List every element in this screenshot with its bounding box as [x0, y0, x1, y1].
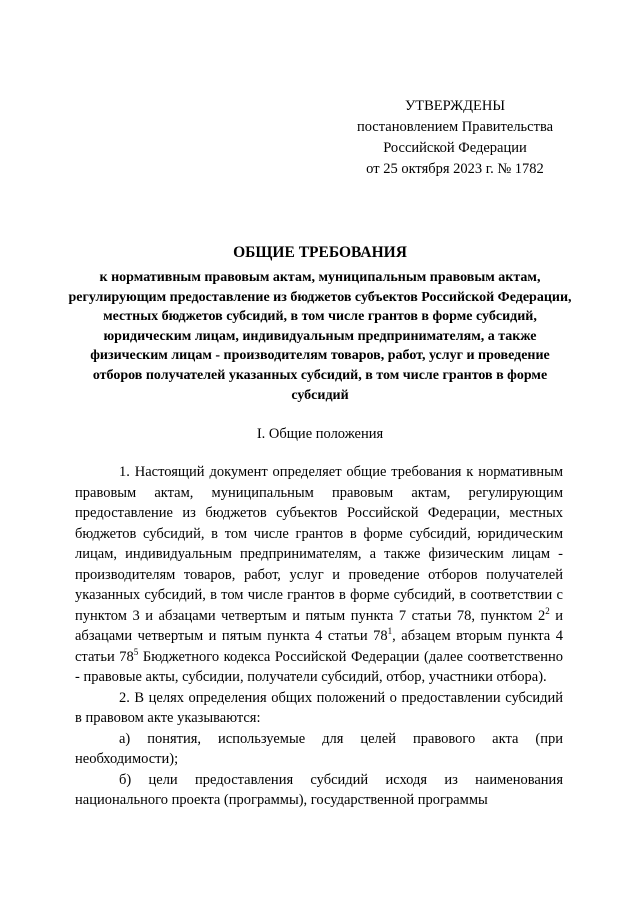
approval-line-3: от 25 октября 2023 г. № 1782 — [366, 161, 544, 177]
document-body — [75, 462, 563, 811]
superscript-2: 2 — [545, 605, 550, 616]
paragraph-1 — [75, 462, 563, 688]
paragraph-1-text-b: и абзацами четвертым и пятым пункта 4 статьи 78 — [75, 607, 564, 644]
superscript-1: 1 — [387, 626, 393, 637]
section-heading: I. Общие положения — [256, 426, 384, 442]
paragraph-2: 2. В целях определения общих положений о предоставлении субсидий в правовом акте указываются: — [75, 689, 563, 726]
paragraph-1-text-a: 1. Настоящий документ определяет общие требования к нормативным правовым актам, муниципальным правовым актам, регулирующим предоставление из бюджетов субъектов Российской Федерации, местных бюджетов субсидий, в том числе грантов в форме субсидий, юридическим лицам, индивидуальным предпринимателям, а также физическим лицам - производителям товаров, работ, услуг и проведение отборов получателей указанных субсидий, в том числе грантов в форме субсидий, в соответствии с пунктом 3 и абзацами четвертым и пятым пункта 7 статьи 78, пунктом 2 — [75, 464, 563, 624]
paragraph-2b: б) цели предоставления субсидий исходя из наименования национального проекта (программы), государственной программы — [75, 771, 563, 808]
document-title: ОБЩИЕ ТРЕБОВАНИЯ — [233, 244, 407, 261]
paragraph-1-text-d: Бюджетного кодекса Российской Федерации (далее соответственно - правовые акты, субсидии, получатели субсидий, отбор, участники отбора). — [75, 648, 563, 685]
approval-line-1: постановлением Правительства — [356, 119, 554, 135]
paragraph-1-text-c: , абзацем вторым пункта 4 статьи 78 — [75, 628, 563, 665]
document-subtitle: к нормативным правовым актам, муниципальным правовым актам, регулирующим предоставление из бюджетов субъектов Российской Федерации, местных бюджетов субсидий, в том числе грантов в форме субсидий, юридическим лицам, индивидуальным предпринимателям, а также физическим лицам - производителям товаров, работ, услуг и проведение отборов получателей указанных субсидий, в том числе грантов в форме субсидий — [68, 270, 572, 403]
approval-line-2: Российской Федерации — [383, 140, 527, 156]
paragraph-2a: а) понятия, используемые для целей правового акта (при необходимости); — [75, 730, 563, 767]
superscript-5: 5 — [133, 646, 139, 657]
approval-heading: УТВЕРЖДЕНЫ — [404, 98, 506, 114]
approval-block — [340, 96, 570, 180]
